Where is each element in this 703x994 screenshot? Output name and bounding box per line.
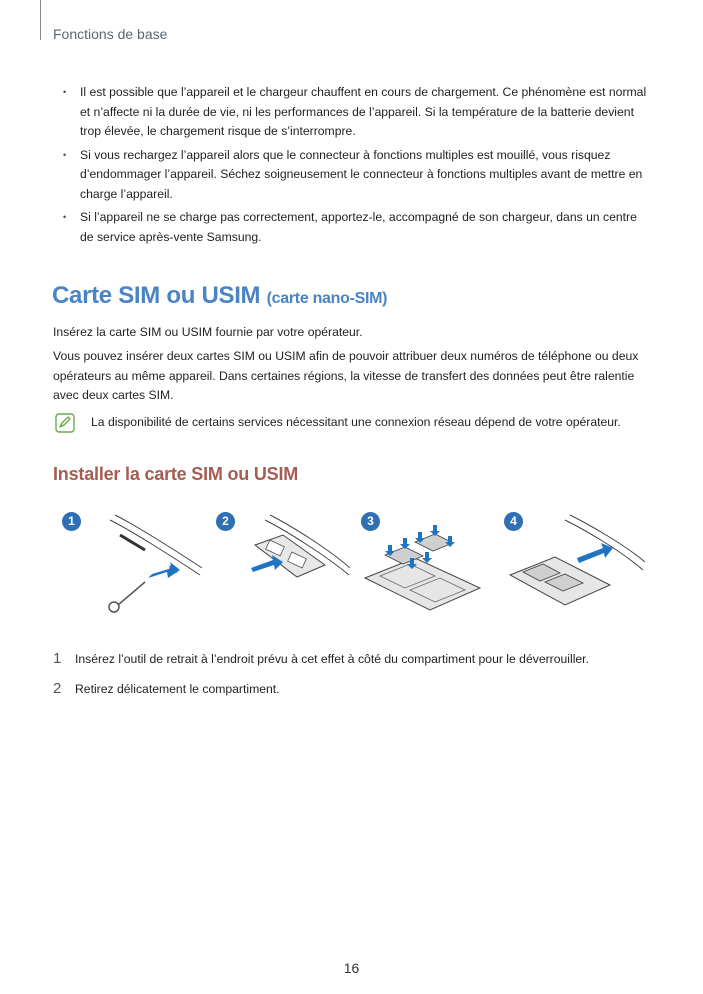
step-badge-4: 4 xyxy=(504,512,523,531)
step-badge-1: 1 xyxy=(62,512,81,531)
note-icon xyxy=(55,413,75,433)
header-divider xyxy=(40,0,41,40)
page-number: 16 xyxy=(343,960,360,976)
tray-reinsertion-illustration xyxy=(505,510,645,620)
list-item: • Si l’appareil ne se charge pas correctement, apportez-le, accompagné de son chargeur, dans un centre de service après-vente Samsung. xyxy=(63,208,648,247)
step-text: Retirez délicatement le compartiment. xyxy=(75,681,280,696)
subsection-title: Installer la carte SIM ou USIM xyxy=(53,464,299,484)
list-item xyxy=(53,680,653,700)
sim-insertion-illustration xyxy=(355,510,485,620)
step-badge-3: 3 xyxy=(361,512,380,531)
tray-removal-illustration xyxy=(245,510,350,620)
step-text: Insérez l’outil de retrait à l’endroit prévu à cet effet à côté du compartiment pour le déverrouiller. xyxy=(75,652,589,666)
dual-sim-paragraph: Vous pouvez insérer deux cartes SIM ou USIM afin de pouvoir attribuer deux numéros de téléphone ou deux opérateurs au même appareil. Dans certaines régions, la vitesse de transfert des données peut être ralentie avec deux cartes SIM. xyxy=(53,349,639,402)
list-item xyxy=(53,650,653,670)
step-number: 1 xyxy=(53,650,62,667)
note-text: La disponibilité de certains services nécessitant une connexion réseau dépend de votre opérateur. xyxy=(91,415,621,429)
title-sub: (carte nano-SIM) xyxy=(266,290,388,307)
section-header: Fonctions de base xyxy=(53,26,168,42)
step-number: 2 xyxy=(53,679,62,697)
list-item: • Il est possible que l’appareil et le chargeur chauffent en cours de chargement. Ce phénomène est normal et n’affecte ni la durée de vie, ni les performances de l’appareil. Si la température de la batterie devient trop élevée, le chargement risque de s’interrompre. xyxy=(63,83,648,142)
title-main: Carte SIM ou USIM xyxy=(52,282,261,309)
step-badge-2: 2 xyxy=(216,512,235,531)
list-item: • Si vous rechargez l’appareil alors que le connecteur à fonctions multiples est mouillé, vous risquez d’endommager l’appareil. Séchez soigneusement le connecteur à fonctions multiples avant de mettre en charge l’appareil. xyxy=(63,146,648,205)
bullet-list xyxy=(63,83,648,251)
pin-insertion-illustration xyxy=(100,510,205,620)
intro-paragraph: Insérez la carte SIM ou USIM fournie par votre opérateur. xyxy=(53,325,363,339)
page-title xyxy=(52,282,387,310)
step-list xyxy=(53,650,653,709)
